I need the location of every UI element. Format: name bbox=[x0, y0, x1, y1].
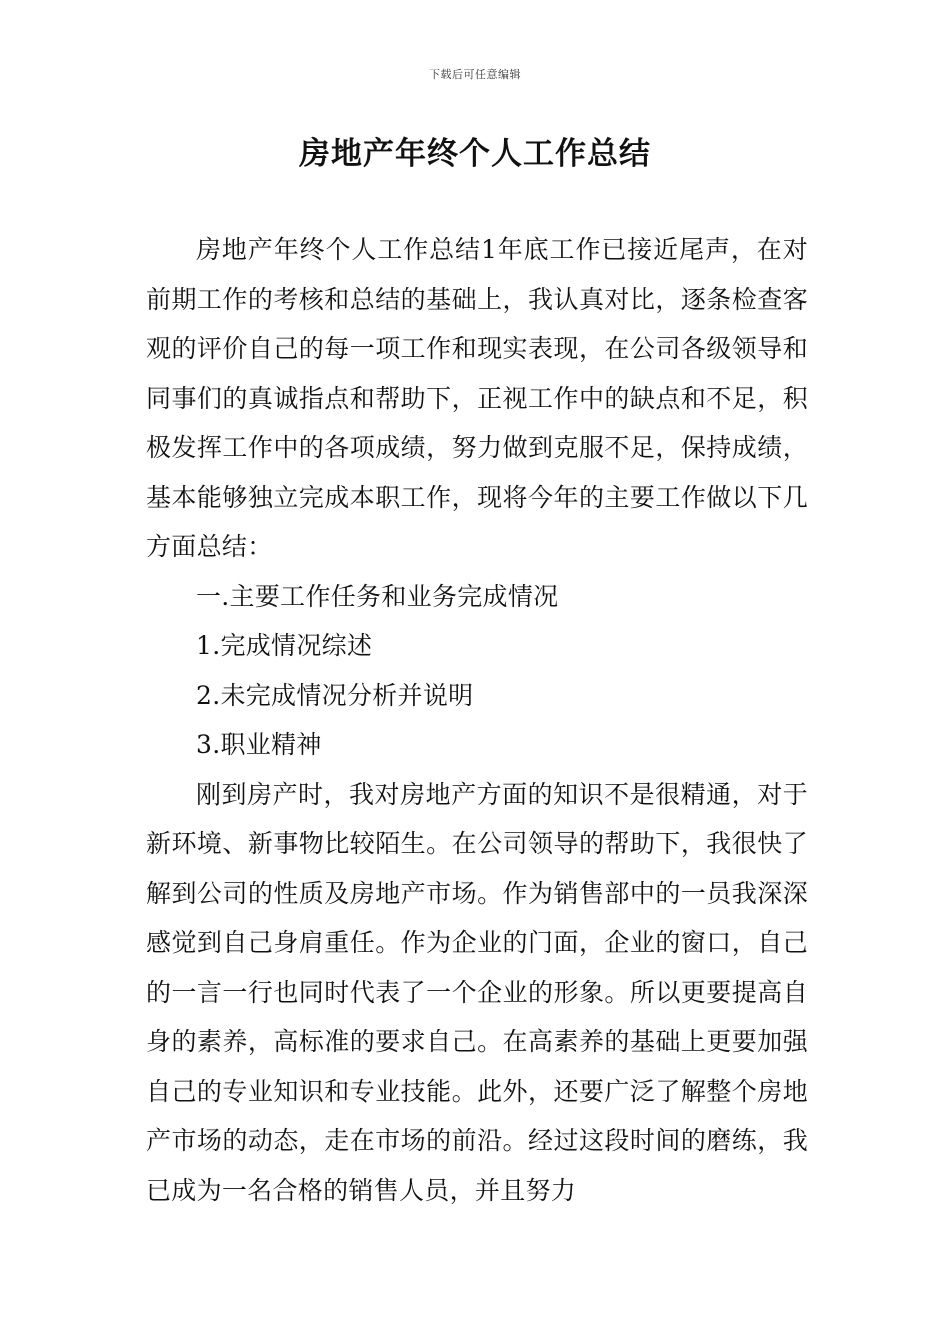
document-title: 房地产年终个人工作总结 bbox=[299, 136, 651, 172]
list-item-2: 2.未完成情况分析并说明 bbox=[196, 680, 474, 710]
intro-paragraph: 房地产年终个人工作总结1年底工作已接近尾声，在对前期工作的考核和总结的基础上，我认真对比，逐条检查客观的评价自己的每一项工作和现实表现，在公司各级领导和同事们的真诚指点和帮助下，正视工作中的缺点和不足，积极发挥工作中的各项成绩，努力做到克服不足，保持成绩，基本能够独立完成本职工作，现将今年的主要工作做以下几方面总结： bbox=[146, 235, 808, 561]
section-heading-1: 一.主要工作任务和业务完成情况 bbox=[196, 581, 559, 611]
document-body bbox=[146, 225, 808, 1215]
header-note: 下载后可任意编辑 bbox=[429, 68, 521, 81]
list-item-1: 1.完成情况综述 bbox=[196, 631, 373, 660]
list-item-3: 3.职业精神 bbox=[196, 730, 322, 759]
body-paragraph: 刚到房产时，我对房地产方面的知识不是很精通，对于新环境、新事物比较陌生。在公司领导的帮助下，我很快了解到公司的性质及房地产市场。作为销售部中的一员我深深感觉到自己身肩重任。作为企业的门面，企业的窗口，自己的一言一行也同时代表了一个企业的形象。所以更要提高自身的素养，高标准的要求自己。在高素养的基础上更要加强自己的专业知识和专业技能。此外，还要广泛了解整个房地产市场的动态，走在市场的前沿。经过这段时间的磨练，我已成为一名合格的销售人员，并且努力 bbox=[146, 779, 808, 1205]
